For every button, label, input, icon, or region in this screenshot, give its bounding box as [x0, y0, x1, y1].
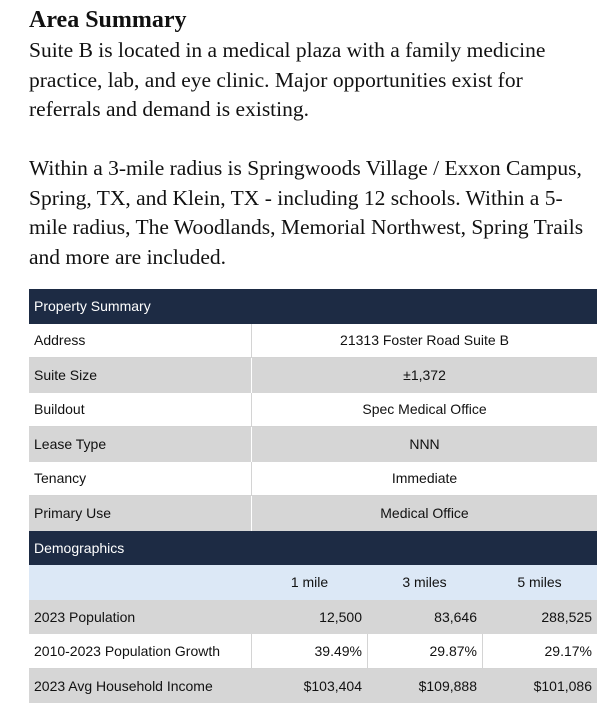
area-summary-paragraph-1: Suite B is located in a medical plaza with a family medicine practice, lab, and eye clinic. Major opportunities exist for referrals and demand is existing.: [29, 38, 546, 121]
column-header-spacer: [29, 565, 252, 600]
cell-value: 39.49%: [314, 642, 362, 659]
cell-value: 12,500: [319, 608, 362, 625]
row-label: Primary Use: [34, 505, 112, 522]
column-header-1-mile: 1 mile: [290, 574, 329, 591]
table-row: [29, 427, 597, 462]
row-value: NNN: [251, 427, 597, 462]
cell-value: $101,086: [533, 677, 592, 694]
summary-table: [29, 289, 597, 703]
cell-value: 288,525: [541, 608, 592, 625]
row-label: Suite Size: [34, 367, 98, 384]
cell-value: 29.17%: [482, 634, 597, 668]
cell-value: 29.87%: [367, 634, 482, 668]
column-header-3-miles: 3 miles: [402, 574, 447, 591]
cell-value: $103,404: [303, 677, 362, 694]
area-summary-title: Area Summary: [29, 7, 187, 33]
row-value: 21313 Foster Road Suite B: [251, 324, 597, 358]
row-value: Medical Office: [251, 496, 597, 531]
table-row: [29, 324, 597, 359]
area-summary-paragraph-2: Within a 3-mile radius is Springwoods Village / Exxon Campus, Spring, TX, and Klein, TX - including 12 schools. Within a 5-mile radius, The Woodlands, Memorial Northwest, Spring Trails and more are included.: [29, 156, 584, 269]
table-row: [29, 600, 597, 635]
row-value: ±1,372: [251, 358, 597, 393]
demographics-column-header-row: [29, 565, 597, 600]
row-value: Spec Medical Office: [251, 393, 597, 427]
cell-value: $109,888: [418, 677, 477, 694]
row-label: 2023 Avg Household Income: [34, 677, 213, 694]
table-row: [29, 358, 597, 393]
table-row: [29, 669, 597, 704]
row-label: 2023 Population: [34, 608, 136, 625]
row-label: Buildout: [34, 401, 85, 418]
row-label: Address: [34, 332, 86, 349]
table-row: [29, 393, 597, 428]
row-label: Lease Type: [34, 436, 107, 453]
property-summary-header: Property Summary: [29, 289, 597, 324]
demographics-header: Demographics: [29, 531, 597, 566]
row-label: Tenancy: [34, 470, 87, 487]
table-row: [29, 462, 597, 497]
cell-value: 83,646: [434, 608, 477, 625]
table-row: [29, 496, 597, 531]
table-row: [29, 634, 597, 669]
column-header-5-miles: 5 miles: [517, 574, 562, 591]
row-label: 2010-2023 Population Growth: [29, 634, 252, 668]
row-value: Immediate: [251, 462, 597, 496]
